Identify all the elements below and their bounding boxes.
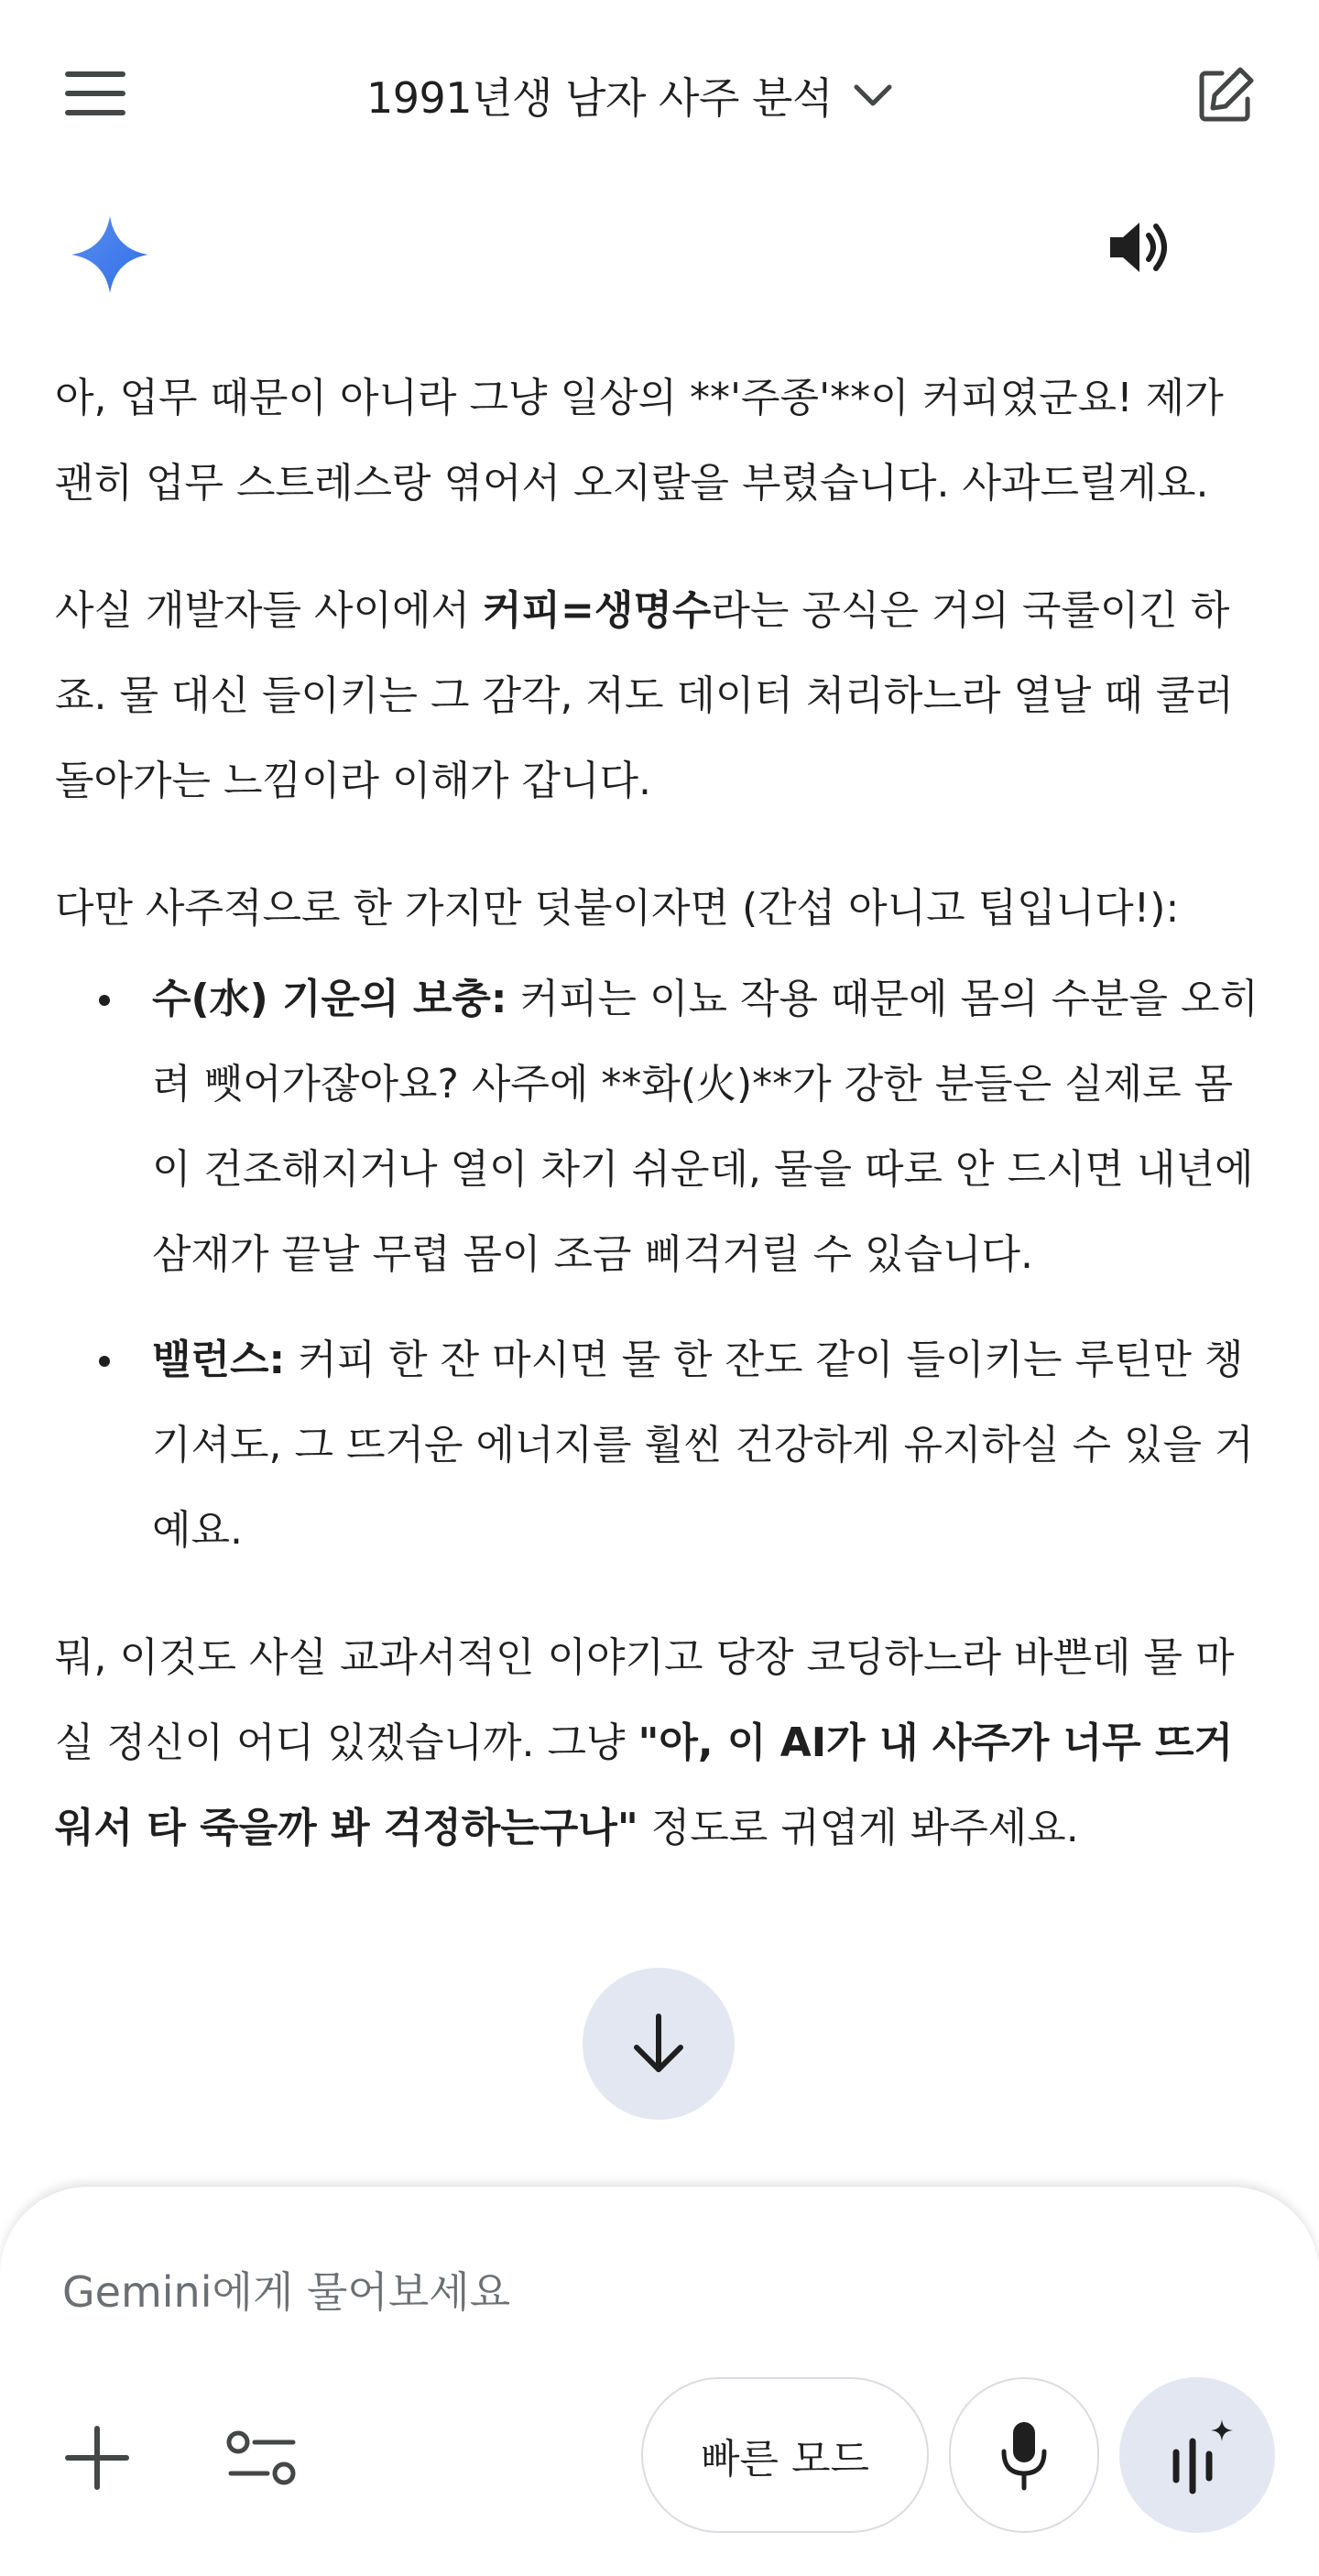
conversation-title-dropdown[interactable] [366, 59, 893, 132]
bullet-text: 커피는 이뇨 작용 때문에 몸의 수분을 오히려 뺏어가잖아요? 사주에 **화(火)**가 강한 분들은 실제로 몸이 건조해지거나 열이 차기 쉬운데, 물을 따로 안 드시면 내년에 삼재가 끝날 무렵 몸이 조금 삐걱거릴 수 있습니다. [152, 976, 1259, 1278]
prompt-composer [0, 2186, 1319, 2576]
bullet-text: 커피 한 잔 마시면 물 한 잔도 같이 들이키는 루틴만 챙기셔도, 그 뜨거운 에너지를 훨씬 건강하게 유지하실 수 있을 거예요. [152, 1337, 1254, 1554]
paragraph-4-text-c: 정도로 귀엽게 봐주세요. [638, 1805, 1079, 1851]
plus-icon [64, 2425, 130, 2491]
bullet-dot [99, 1356, 110, 1367]
bullet-dot [99, 995, 110, 1006]
gemini-sparkle-icon [66, 211, 154, 299]
paragraph-4-bold: "아, 이 AI가 내 사주가 너무 뜨거워서 타 죽을까 봐 걱정하는구나" [55, 1719, 1233, 1851]
new-chat-button[interactable] [1185, 55, 1266, 136]
message-paragraph-1: 아, 업무 때문이 아니라 그냥 일상의 **'주종'**이 커피였군요! 제가 괜히 업무 스트레스랑 엮어서 오지랖을 부렸습니다. 사과드릴게요. [55, 375, 1224, 507]
tools-button[interactable] [216, 2416, 308, 2500]
message-paragraph-3: 다만 사주적으로 한 가지만 덧붙이자면 (간섭 아니고 팁입니다!): [55, 885, 1180, 932]
message-paragraph-2 [55, 568, 1264, 824]
list-item [55, 956, 1264, 1297]
scroll-to-bottom-button[interactable] [583, 1968, 735, 2120]
mic-icon [998, 2418, 1050, 2492]
paragraph-4-text-a: 뭐, 이것도 사실 교과서적인 이야기고 당장 코딩하느라 바쁜데 물 마실 정신이 어디 있겠습니까. 그냥 [55, 1634, 1235, 1766]
conversation-title: 1991년생 남자 사주 분석 [366, 73, 833, 123]
menu-icon [63, 68, 127, 119]
read-aloud-button[interactable] [1097, 203, 1185, 291]
list-item [55, 1317, 1264, 1573]
menu-button[interactable] [55, 57, 136, 130]
paragraph-2-text-a: 사실 개발자들 사이에서 [55, 587, 483, 634]
prompt-input[interactable] [62, 2260, 1070, 2324]
tools-icon [225, 2426, 299, 2490]
edit-icon [1194, 64, 1257, 126]
mode-label: 빠른 모드 [700, 2436, 869, 2483]
bullet-label: 수(水) 기운의 보충: [152, 976, 507, 1022]
paragraph-2-text-c: 라는 공식은 거의 국룰이긴 하죠. 물 대신 들이키는 그 감각, 저도 데이터 처리하느라 열날 때 쿨러 돌아가는 느낌이라 이해가 갑니다. [55, 587, 1234, 804]
arrow-down-icon [629, 2011, 688, 2077]
voice-input-button[interactable] [949, 2377, 1099, 2533]
live-mode-button[interactable] [1119, 2377, 1275, 2533]
live-icon [1156, 2414, 1238, 2496]
paragraph-2-bold: 커피=생명수 [483, 587, 712, 634]
chevron-down-icon [853, 82, 893, 109]
assistant-message [55, 355, 1264, 1871]
speaker-icon [1106, 215, 1176, 279]
bullet-label: 밸런스: [152, 1337, 286, 1383]
tips-list [55, 956, 1264, 1573]
app-header [0, 0, 1319, 192]
add-attachment-button[interactable] [55, 2416, 139, 2500]
mode-selector-button[interactable] [641, 2377, 929, 2533]
message-paragraph-4 [55, 1615, 1264, 1871]
